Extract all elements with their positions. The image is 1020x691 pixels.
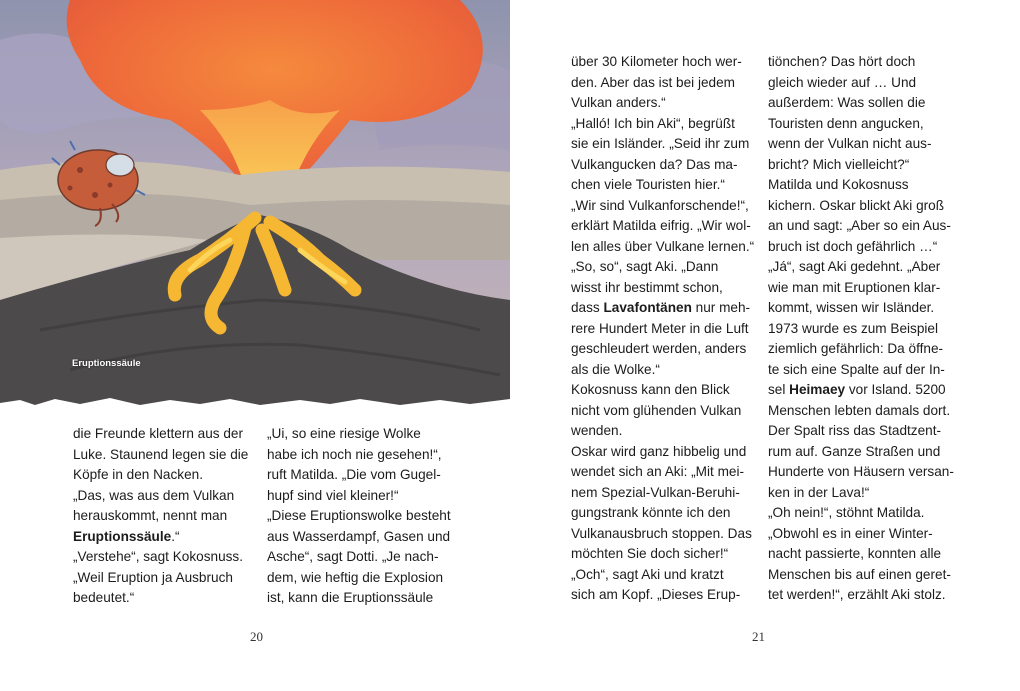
text-line: an und sagt: „Aber so ein Aus- bbox=[768, 218, 951, 233]
text-line: „So, so“, sagt Aki. „Dann bbox=[571, 259, 719, 274]
text-line: nem Spezial-Vulkan-Beruhi- bbox=[571, 484, 740, 500]
text-line: bruch ist doch gefährlich …“ bbox=[768, 238, 938, 254]
text-line: nacht passierte, konnten alle bbox=[768, 546, 942, 561]
text-line: „Verstehe“, sagt Kokosnuss. bbox=[73, 549, 244, 564]
text-line: Kokosnuss kann den Blick bbox=[571, 382, 730, 397]
text-line: rum auf. Ganze Straßen und bbox=[768, 443, 941, 459]
right-page-column-1 bbox=[571, 52, 754, 606]
text-line: Köpfe in den Nacken. bbox=[73, 467, 203, 482]
text-line: tiönchen? Das hört doch bbox=[768, 54, 916, 69]
text-line: Hunderte von Häusern versan- bbox=[768, 464, 954, 479]
text-line: ziemlich gefährlich: Da öffne- bbox=[768, 341, 944, 356]
text-line: als die Wolke.“ bbox=[571, 361, 660, 377]
text-line: aus Wasserdampf, Gasen und bbox=[267, 528, 451, 544]
text-line: „Wir sind Vulkanforschende!“, bbox=[571, 197, 749, 213]
text-line: 1973 wurde es zum Beispiel bbox=[768, 320, 939, 336]
text-line: die Freunde klettern aus der bbox=[73, 426, 244, 441]
text-line: tet werden!“, erzählt Aki stolz. bbox=[768, 587, 946, 602]
text-line: ruft Matilda. „Die vom Gugel- bbox=[267, 467, 441, 482]
text-line: dass Lavafontänen nur meh- bbox=[571, 300, 751, 315]
text-line: rere Hundert Meter in die Luft bbox=[571, 320, 749, 336]
text-line: geschleudert werden, anders bbox=[571, 341, 747, 356]
text-line: „Diese Eruptionswolke besteht bbox=[267, 508, 451, 523]
text-line: bedeutet.“ bbox=[73, 590, 135, 605]
illustration-caption: Eruptionssäule bbox=[72, 358, 141, 369]
text-line: wenden. bbox=[571, 423, 623, 438]
text-line: sie ein Isländer. „Seid ihr zum bbox=[571, 136, 750, 151]
keyword-lavafontaenen: Lavafontänen bbox=[603, 300, 692, 315]
text-line: Eruptionssäule.“ bbox=[73, 528, 180, 544]
text-line: len alles über Vulkane lernen.“ bbox=[571, 238, 755, 254]
text-line: „Oh nein!“, stöhnt Matilda. bbox=[768, 505, 925, 520]
text-line: über 30 Kilometer hoch wer- bbox=[571, 54, 742, 69]
text-line: habe ich noch nie gesehen!“, bbox=[267, 446, 442, 462]
text-line: wisst ihr bestimmt schon, bbox=[571, 279, 723, 295]
text-line: kommt, wissen wir Isländer. bbox=[768, 300, 935, 315]
text-line: erklärt Matilda eifrig. „Wir wol- bbox=[571, 218, 751, 233]
text-line: „Weil Eruption ja Ausbruch bbox=[73, 569, 233, 585]
text-line: möchten Sie doch sicher!“ bbox=[571, 546, 729, 561]
text-line: „Halló! Ich bin Aki“, begrüßt bbox=[571, 115, 735, 131]
page-number-right: 21 bbox=[752, 629, 765, 644]
text-line: hupf sind viel kleiner!“ bbox=[267, 487, 399, 503]
text-line: Der Spalt riss das Stadtzent- bbox=[768, 423, 942, 438]
volcano-illustration bbox=[0, 0, 510, 412]
text-line: Oskar wird ganz hibbelig und bbox=[571, 443, 747, 459]
text-line: chen viele Touristen hier.“ bbox=[571, 177, 725, 192]
text-line: wenn der Vulkan nicht aus- bbox=[768, 136, 932, 151]
text-line: Menschen bis auf einen geret- bbox=[768, 566, 951, 582]
text-line: gleich wieder auf … Und bbox=[768, 74, 917, 90]
text-line: sel Heimaey vor Island. 5200 bbox=[768, 382, 946, 397]
left-page-column-2 bbox=[267, 424, 451, 609]
keyword-heimaey: Heimaey bbox=[789, 382, 846, 397]
text-line: te sich eine Spalte auf der In- bbox=[768, 361, 945, 377]
text-line: „Ui, so eine riesige Wolke bbox=[267, 426, 421, 441]
text-line: Matilda und Kokosnuss bbox=[768, 177, 909, 192]
text-line: Vulkangucken da? Das ma- bbox=[571, 156, 738, 172]
text-line: sich am Kopf. „Dieses Erup- bbox=[571, 587, 741, 602]
text-line: ken in der Lava!“ bbox=[768, 484, 870, 500]
keyword-eruptionssaeule: Eruptionssäule bbox=[73, 528, 172, 544]
text-line: bricht? Mich vielleicht?“ bbox=[768, 156, 910, 172]
text-line: Touristen denn angucken, bbox=[768, 115, 924, 131]
text-line: „Obwohl es in einer Winter- bbox=[768, 525, 933, 541]
text-line: wie man mit Eruptionen klar- bbox=[768, 279, 941, 295]
text-line: Vulkan anders.“ bbox=[571, 95, 666, 110]
text-line: Luke. Staunend legen sie die bbox=[73, 446, 249, 462]
text-line: Menschen lebten damals dort. bbox=[768, 402, 951, 418]
text-line: gungstrank könnte ich den bbox=[571, 505, 731, 520]
text-line: kichern. Oskar blickt Aki groß bbox=[768, 197, 945, 213]
text-line: Asche“, sagt Dotti. „Je nach- bbox=[267, 549, 439, 564]
text-line: den. Aber das ist bei jedem bbox=[571, 74, 735, 90]
text-line: „Och“, sagt Aki und kratzt bbox=[571, 566, 724, 582]
page-number-left: 20 bbox=[250, 629, 263, 644]
text-line: „Das, was aus dem Vulkan bbox=[73, 487, 235, 503]
left-page-column-1 bbox=[73, 424, 248, 609]
text-line: wendet sich an Aki: „Mit mei- bbox=[571, 464, 745, 479]
text-line: dem, wie heftig die Explosion bbox=[267, 569, 444, 585]
text-line: herauskommt, nennt man bbox=[73, 508, 228, 523]
text-line: nicht vom glühenden Vulkan bbox=[571, 402, 742, 418]
text-line: ist, kann die Eruptionssäule bbox=[267, 590, 434, 605]
text-line: Vulkanausbruch stoppen. Das bbox=[571, 525, 752, 541]
text-line: außerdem: Was sollen die bbox=[768, 95, 926, 110]
text-line: „Já“, sagt Aki gedehnt. „Aber bbox=[768, 259, 941, 274]
right-page-column-2 bbox=[768, 52, 954, 606]
